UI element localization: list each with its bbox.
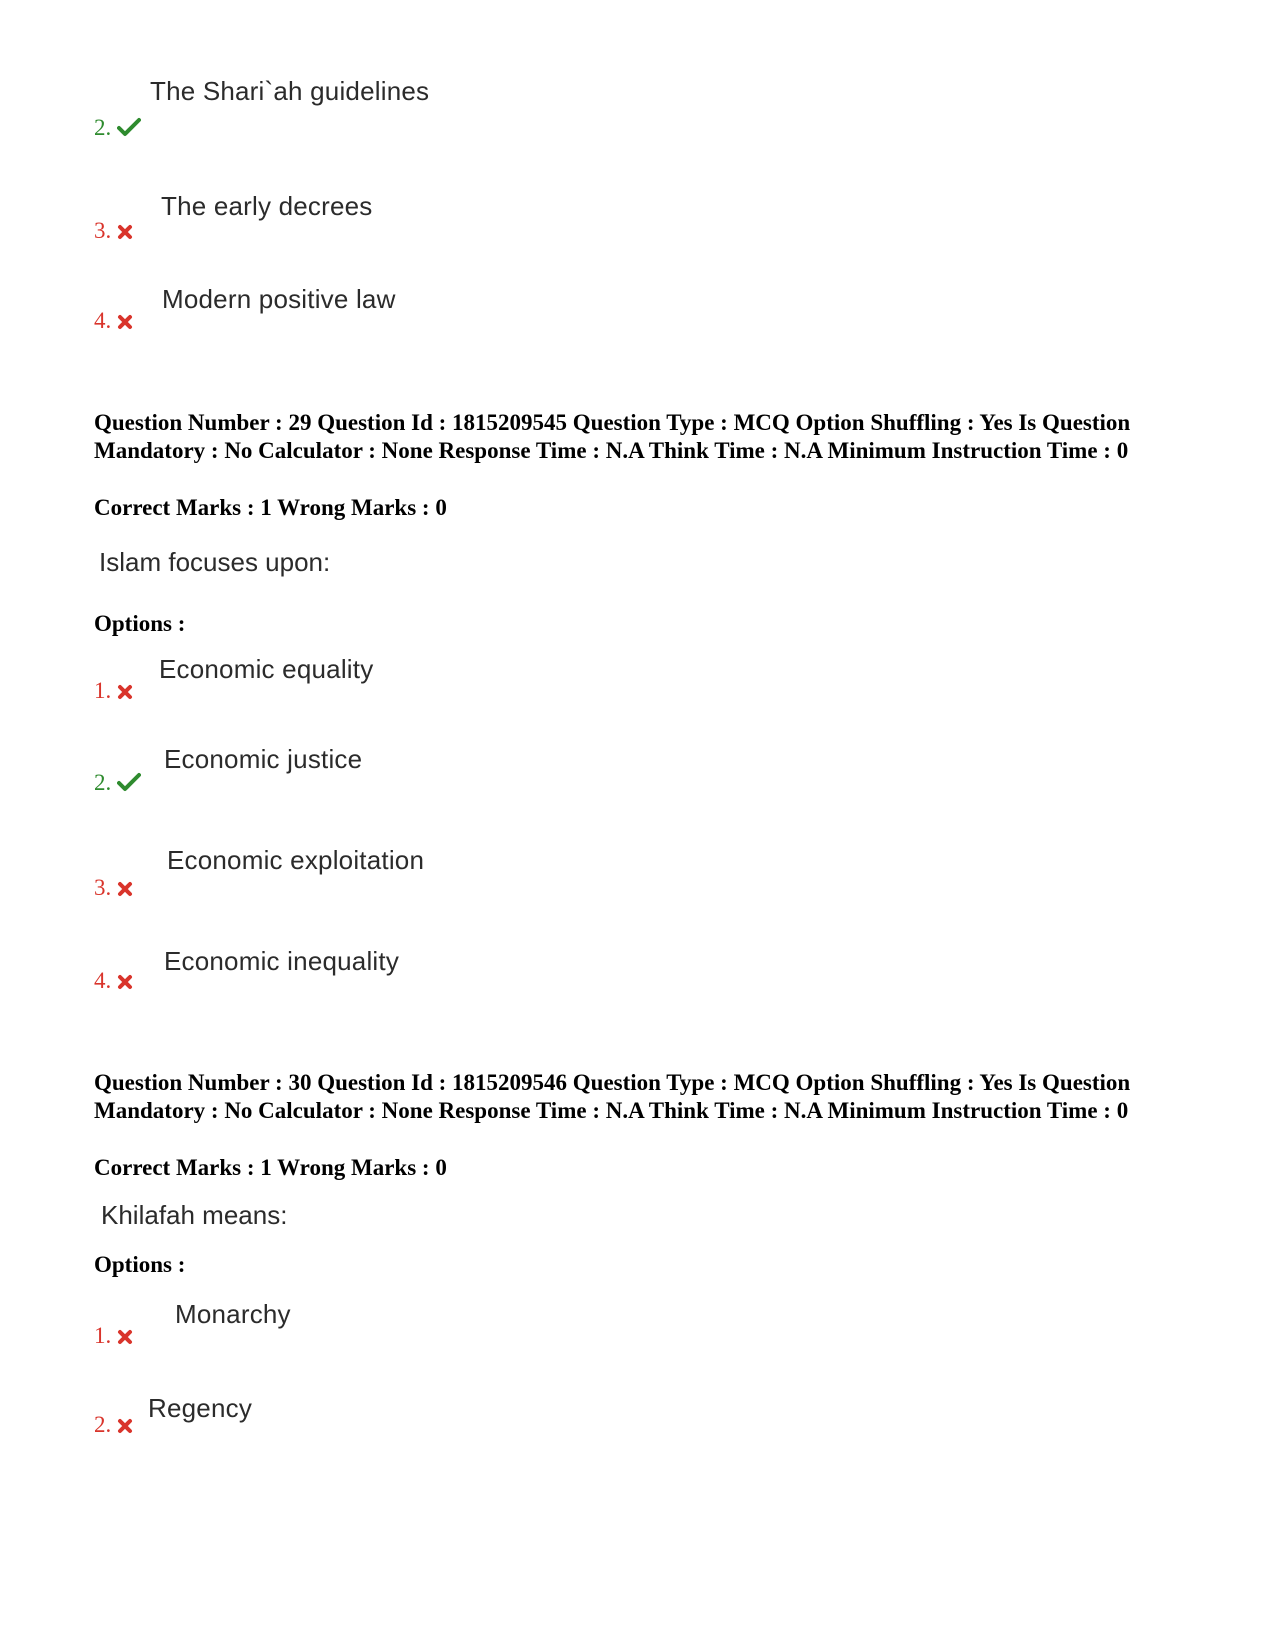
- option-text: The Shari`ah guidelines: [150, 76, 430, 106]
- option-text: Modern positive law: [162, 284, 396, 314]
- check-icon: [117, 117, 141, 143]
- marks-line: Correct Marks : 1 Wrong Marks : 0: [94, 1155, 447, 1180]
- cross-icon: [117, 970, 133, 996]
- option-number: 2.: [94, 770, 141, 798]
- option-number: 2.: [94, 1412, 133, 1440]
- check-icon: [117, 772, 141, 798]
- cross-icon: [117, 220, 133, 246]
- cross-icon: [117, 310, 133, 336]
- question-meta: Question Number : 30 Question Id : 1815209546 Question Type : MCQ Option Shuffling : Yes Is Question Mandatory : No Calculator : None Response Time : N.A Think Time : N.A Minimum Instruction Time : 0: [94, 1070, 1131, 1123]
- option-text: Regency: [148, 1393, 253, 1423]
- option-text: Economic exploitation: [167, 845, 425, 875]
- option-number: 2.: [94, 115, 141, 143]
- options-label: Options :: [94, 611, 186, 636]
- option-number: 3.: [94, 875, 133, 903]
- cross-icon: [117, 1414, 133, 1440]
- option-number: 4.: [94, 308, 133, 336]
- marks-line: Correct Marks : 1 Wrong Marks : 0: [94, 495, 447, 520]
- option-text: Monarchy: [175, 1299, 291, 1329]
- option-text: Economic inequality: [164, 946, 400, 976]
- question-meta: Question Number : 29 Question Id : 1815209545 Question Type : MCQ Option Shuffling : Yes Is Question Mandatory : No Calculator : None Response Time : N.A Think Time : N.A Minimum Instruction Time : 0: [94, 410, 1131, 463]
- cross-icon: [117, 877, 133, 903]
- option-number: 3.: [94, 218, 133, 246]
- option-number: 1.: [94, 678, 133, 706]
- question-text: Islam focuses upon:: [99, 547, 331, 577]
- question-text: Khilafah means:: [101, 1200, 288, 1230]
- option-text: Economic justice: [164, 744, 363, 774]
- option-text: Economic equality: [159, 654, 374, 684]
- options-label: Options :: [94, 1252, 186, 1277]
- option-number: 1.: [94, 1323, 133, 1351]
- option-number: 4.: [94, 968, 133, 996]
- cross-icon: [117, 680, 133, 706]
- option-text: The early decrees: [161, 191, 373, 221]
- cross-icon: [117, 1325, 133, 1351]
